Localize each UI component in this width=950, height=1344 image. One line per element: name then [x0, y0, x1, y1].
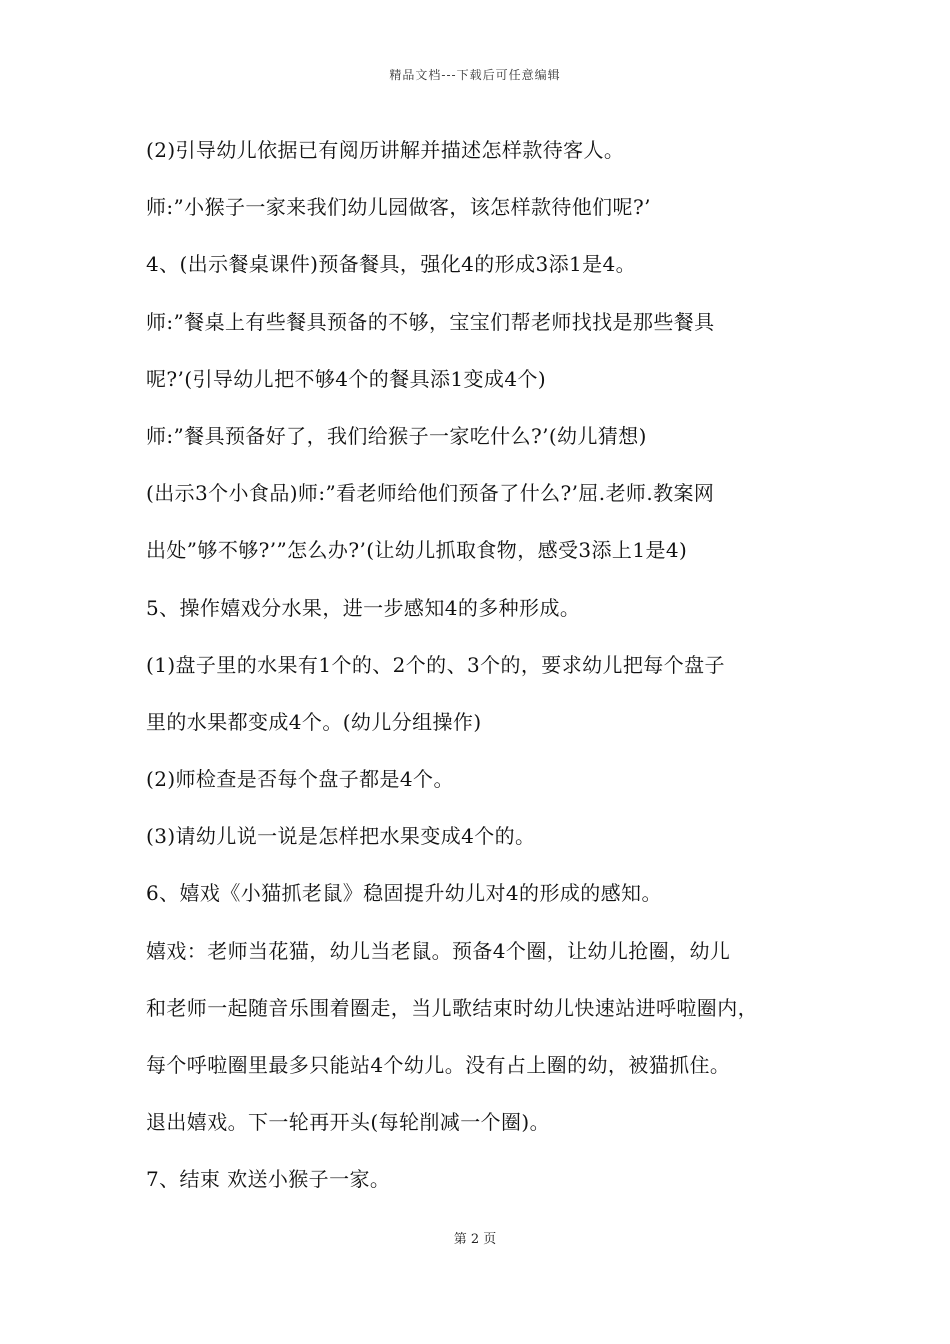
- paragraph-line: (2)引导幼儿依据已有阅历讲解并描述怎样款待客人。: [146, 138, 625, 162]
- document-body: [146, 130, 826, 1217]
- paragraph-line: (3)请幼儿说一说是怎样把水果变成4个的。: [146, 824, 536, 849]
- paragraph-line: 师:”餐具预备好了，我们给猴子一家吃什么?’(幼儿猜想): [146, 423, 647, 448]
- page-number: 第 2 页: [453, 1232, 497, 1247]
- paragraph-line: (1)盘子里的水果有1个的、2个的、3个的，要求幼儿把每个盘子: [146, 652, 725, 677]
- paragraph-line: (2)师检查是否每个盘子都是4个。: [146, 767, 454, 792]
- paragraph-line: 出处”够不够?’”怎么办?’(让幼儿抓取食物，感受3添上1是4): [146, 538, 688, 563]
- paragraph-line: 嬉戏：老师当花猫，幼儿当老鼠。预备4个圈，让幼儿抢圈，幼儿: [146, 938, 731, 963]
- paragraph-line: 里的水果都变成4个。(幼儿分组操作): [146, 709, 482, 734]
- paragraph-line: 7、结束 欢送小猴子一家。: [146, 1167, 391, 1192]
- paragraph-line: 退出嬉戏。下一轮再开头(每轮削减一个圈)。: [146, 1110, 551, 1135]
- paragraph-line: 5、操作嬉戏分水果，进一步感知4的多种形成。: [146, 595, 581, 620]
- paragraph-line: 呢?’(引导幼儿把不够4个的餐具添1变成4个): [146, 366, 547, 391]
- page-header: 精品文档---下载后可任意编辑: [389, 68, 561, 82]
- paragraph-line: 6、嬉戏《小猫抓老鼠》稳固提升幼儿对4的形成的感知。: [146, 881, 662, 906]
- paragraph-line: 和老师一起随音乐围着圈走，当儿歌结束时幼儿快速站进呼啦圈内，: [146, 995, 758, 1020]
- paragraph-line: 每个呼啦圈里最多只能站4个幼儿。没有占上圈的幼，被猫抓住。: [146, 1053, 731, 1077]
- paragraph-line: 师:”小猴子一家来我们幼儿园做客，该怎样款待他们呢?’: [146, 195, 651, 220]
- paragraph-line: (出示3个小食品)师:”看老师给他们预备了什么?’屈.老师.教案网: [146, 481, 715, 506]
- paragraph-line: 4、(出示餐桌课件)预备餐具，强化4的形成3添1是4。: [146, 252, 637, 277]
- paragraph-line: 师:”餐桌上有些餐具预备的不够，宝宝们帮老师找找是那些餐具: [146, 309, 715, 334]
